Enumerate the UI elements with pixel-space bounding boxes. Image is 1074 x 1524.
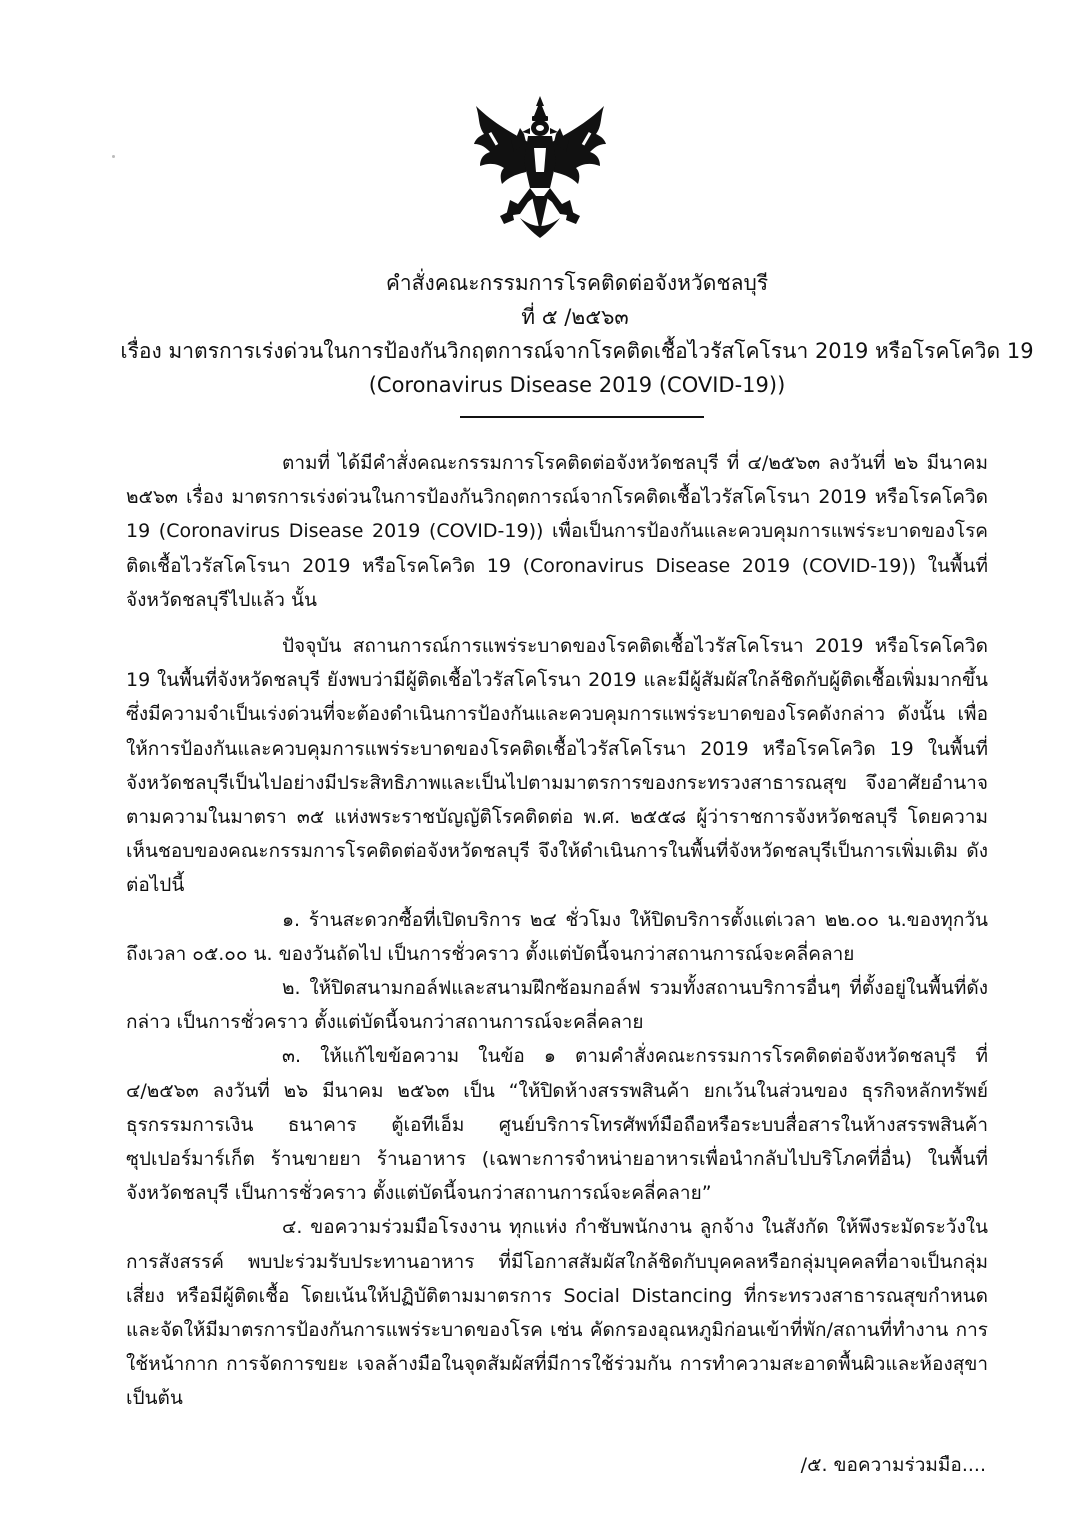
scan-speck (112, 155, 115, 158)
order-item-3: ๓. ให้แก้ไขข้อความ ในข้อ ๑ ตามคำสั่งคณะกรรมการโรคติดต่อจังหวัดชลบุรี ที่ ๔/๒๕๖๓ ลงวันที่ ๒๖ มีนาคม ๒๕๖๓ เป็น “ให้ปิดห้างสรรพสินค้า ยกเว้นในส่วนของ ธุรกิจหลักทรัพย์ ธุรกรรมการเงิน ธนาคาร ตู้เอทีเอ็ม ศูนย์บริการโทรศัพท์มือถือหรือระบบสื่อสารในห้างสรรพสินค้า ซุปเปอร์มาร์เก็ต ร้านขายยา ร้านอาหาร (เฉพาะการจำหน่ายอาหารเพื่อนำกลับไปบริโภคที่อื่น) ในพื้นที่จังหวัดชลบุรี เป็นการชั่วคราว ตั้งแต่บัดนี้จนกว่าสถานการณ์จะคลี่คลาย” (126, 1045, 988, 1205)
header-divider (460, 416, 704, 418)
order-item-1: ๑. ร้านสะดวกซื้อที่เปิดบริการ ๒๔ ชั่วโมง ให้ปิดบริการตั้งแต่เวลา ๒๒.๐๐ น.ของทุกวัน ถึงเวลา ๐๕.๐๐ น. ของวันถัดไป เป็นการชั่วคราว ตั้งแต่บัดนี้จนกว่าสถานการณ์จะคลี่คลาย (126, 908, 988, 965)
document-body (126, 446, 988, 1416)
continuation-note: /๕. ขอความร่วมมือ.... (800, 1454, 986, 1476)
order-title: คำสั่งคณะกรรมการโรคติดต่อจังหวัดชลบุรี (385, 271, 769, 295)
order-item-2: ๒. ให้ปิดสนามกอล์ฟและสนามฝึกซ้อมกอล์ฟ รวมทั้งสถานบริการอื่นๆ ที่ตั้งอยู่ในพื้นที่ดังกล่าว เป็นการชั่วคราว ตั้งแต่บัดนี้จนกว่าสถานการณ์จะคลี่คลาย (126, 977, 988, 1034)
order-subject: เรื่อง มาตรการเร่งด่วนในการป้องกันวิกฤตการณ์จากโรคติดเชื้อไวรัสโคโรนา 2019 หรือโรคโควิด 19 (120, 339, 1034, 363)
order-subject-english: (Coronavirus Disease 2019 (COVID-19)) (368, 373, 786, 397)
order-item-4: ๔. ขอความร่วมมือโรงงาน ทุกแห่ง กำชับพนักงาน ลูกจ้าง ในสังกัด ให้พึงระมัดระวังในการสังสรรค์ พบปะร่วมรับประทานอาหาร ที่มีโอกาสสัมผัสใกล้ชิดกับบุคคลหรือกลุ่มบุคคลที่อาจเป็นกลุ่มเสี่ยง หรือมีผู้ติดเชื้อ โดยเน้นให้ปฏิบัติตามมาตรการ Social Distancing ที่กระทรวงสาธารณสุขกำหนด และจัดให้มีมาตรการป้องกันการแพร่ระบาดของโรค เช่น คัดกรองอุณหภูมิก่อนเข้าที่พัก/สถานที่ทำงาน การใช้หน้ากาก การจัดการขยะ เจลล้างมือในจุดสัมผัสที่มีการใช้ร่วมกัน การทำความสะอาดพื้นผิวและห้องสุขา เป็นต้น (126, 1216, 988, 1410)
paragraph-current-situation: ปัจจุบัน สถานการณ์การแพร่ระบาดของโรคติดเชื้อไวรัสโคโรนา 2019 หรือโรคโควิด 19 ในพื้นที่จังหวัดชลบุรี ยังพบว่ามีผู้ติดเชื้อไวรัสโคโรนา 2019 และมีผู้สัมผัสใกล้ชิดกับผู้ติดเชื้อเพิ่มมากขึ้น ซึ่งมีความจำเป็นเร่งด่วนที่จะต้องดำเนินการป้องกันและควบคุมการแพร่ระบาดของโรคดังกล่าว ดังนั้น เพื่อให้การป้องกันและควบคุมการแพร่ระบาดของโรคติดเชื้อไวรัสโคโรนา 2019 หรือโรคโควิด 19 ในพื้นที่จังหวัดชลบุรีเป็นไปอย่างมีประสิทธิภาพและเป็นไปตามมาตรการของกระทรวงสาธารณสุข จึงอาศัยอำนาจตามความในมาตรา ๓๕ แห่งพระราชบัญญัติโรคติดต่อ พ.ศ. ๒๕๕๘ ผู้ว่าราชการจังหวัดชลบุรี โดยความเห็นชอบของคณะกรรมการโรคติดต่อจังหวัดชลบุรี จึงให้ดำเนินการในพื้นที่จังหวัดชลบุรีเป็นการเพิ่มเติม ดังต่อไปนี้ (126, 635, 988, 897)
order-number: ที่ ๕ /๒๕๖๓ (521, 305, 629, 329)
garuda-emblem-icon (470, 92, 610, 242)
paragraph-background: ตามที่ ได้มีคำสั่งคณะกรรมการโรคติดต่อจังหวัดชลบุรี ที่ ๔/๒๕๖๓ ลงวันที่ ๒๖ มีนาคม ๒๕๖๓ เรื่อง มาตรการเร่งด่วนในการป้องกันวิกฤตการณ์จากโรคติดเชื้อไวรัสโคโรนา 2019 หรือโรคโควิด 19 (Coronavirus Disease 2019 (COVID-19)) เพื่อเป็นการป้องกันและควบคุมการแพร่ระบาดของโรคติดเชื้อไวรัสโคโรนา 2019 หรือโรคโควิด 19 (Coronavirus Disease 2019 (COVID-19)) ในพื้นที่จังหวัดชลบุรีไปแล้ว นั้น (126, 452, 988, 611)
